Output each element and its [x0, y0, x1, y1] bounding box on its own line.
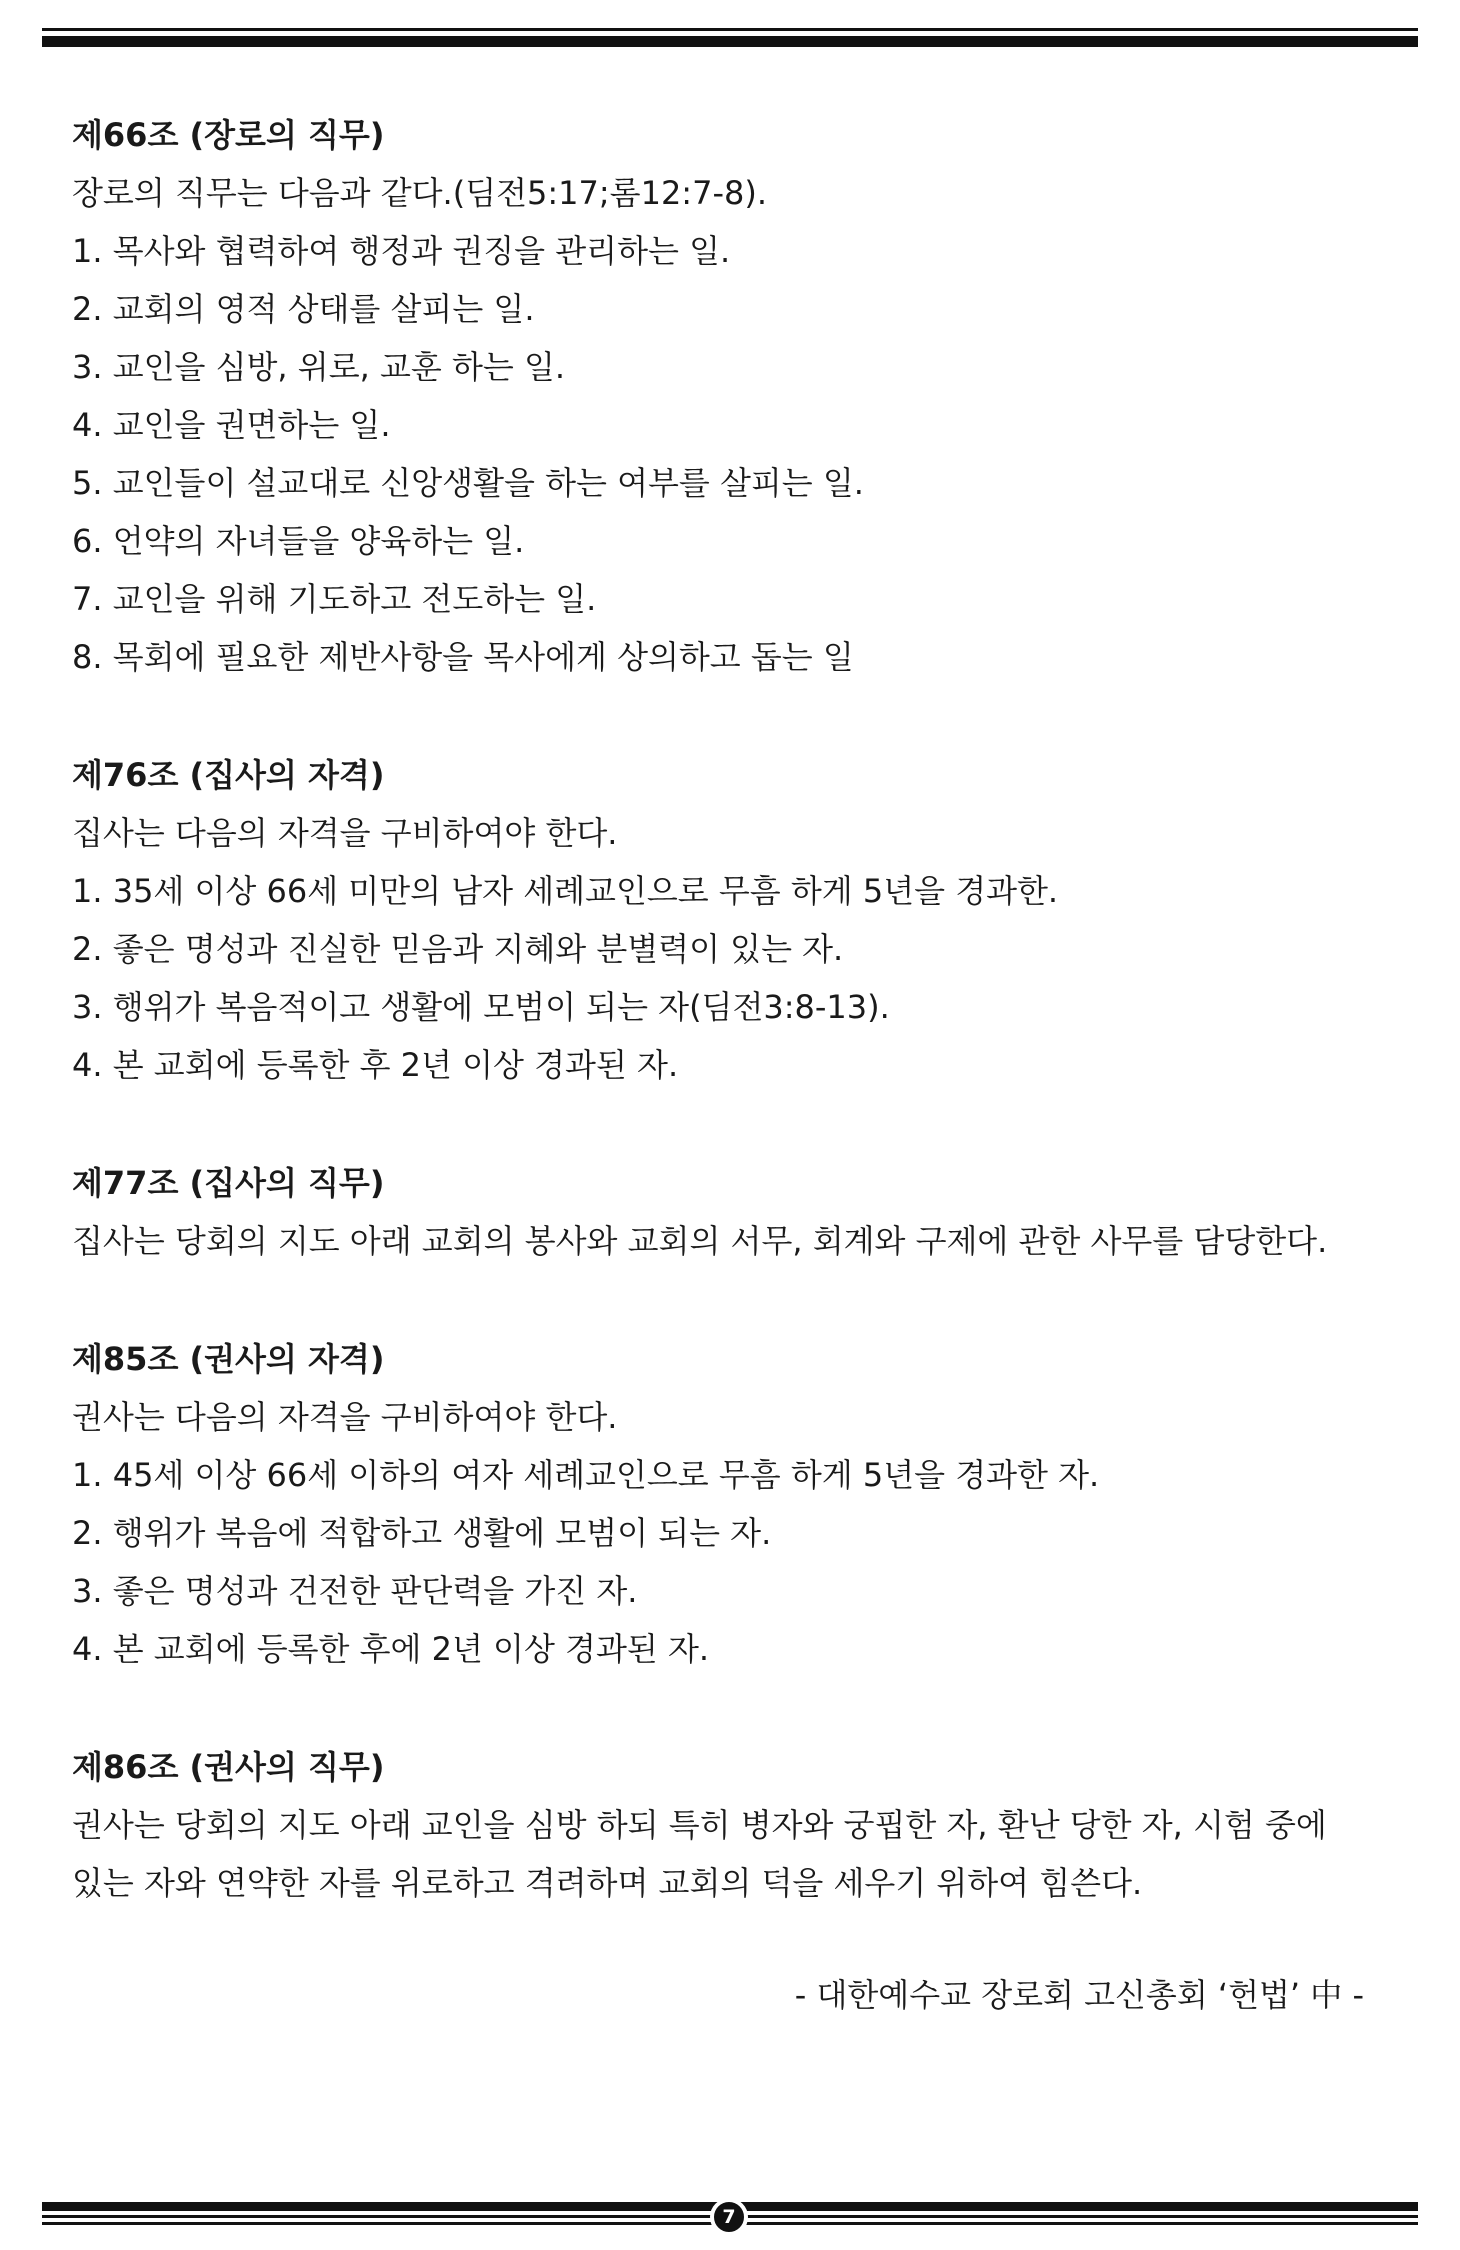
article-line: 3. 교인을 심방, 위로, 교훈 하는 일. [72, 348, 566, 386]
article-line: 4. 본 교회에 등록한 후 2년 이상 경과된 자. [72, 1046, 679, 1084]
article-line: 권사는 다음의 자격을 구비하여야 한다. [72, 1398, 618, 1436]
article-line: 3. 좋은 명성과 건전한 판단력을 가진 자. [72, 1572, 638, 1610]
article-76 [72, 746, 1392, 1094]
article-line: 4. 본 교회에 등록한 후에 2년 이상 경과된 자. [72, 1630, 710, 1668]
article-heading: 제77조 (집사의 직무) [72, 1164, 385, 1202]
article-line: 4. 교인을 권면하는 일. [72, 406, 391, 444]
article-66 [72, 106, 1392, 686]
article-heading: 제86조 (권사의 직무) [72, 1748, 385, 1786]
article-heading: 제85조 (권사의 자격) [72, 1340, 385, 1378]
article-line: 6. 언약의 자녀들을 양육하는 일. [72, 522, 525, 560]
article-line: 3. 행위가 복음적이고 생활에 모범이 되는 자(딤전3:8-13). [72, 988, 890, 1026]
top-rule [42, 28, 1418, 47]
source-citation: - 대한예수교 장로회 고신총회 ‘헌법’ 中 - [794, 1976, 1364, 2014]
article-line: 2. 좋은 명성과 진실한 믿음과 지혜와 분별력이 있는 자. [72, 930, 844, 968]
article-77 [72, 1154, 1392, 1270]
bottom-rule [42, 2198, 1418, 2238]
article-line: 장로의 직무는 다음과 같다.(딤전5:17;롬12:7-8). [72, 174, 768, 212]
article-line: 1. 목사와 협력하여 행정과 권징을 관리하는 일. [72, 232, 731, 270]
article-heading: 제76조 (집사의 자격) [72, 756, 385, 794]
article-line: 8. 목회에 필요한 제반사항을 목사에게 상의하고 돕는 일 [72, 638, 854, 676]
article-line: 1. 45세 이상 66세 이하의 여자 세례교인으로 무흠 하게 5년을 경과한 자. [72, 1456, 1100, 1494]
article-line: 7. 교인을 위해 기도하고 전도하는 일. [72, 580, 597, 618]
article-heading: 제66조 (장로의 직무) [72, 116, 385, 154]
document-body [72, 106, 1392, 1972]
article-line: 권사는 당회의 지도 아래 교인을 심방 하되 특히 병자와 궁핍한 자, 환난 당한 자, 시험 중에 [72, 1806, 1327, 1844]
article-line: 2. 행위가 복음에 적합하고 생활에 모범이 되는 자. [72, 1514, 772, 1552]
article-line: 집사는 당회의 지도 아래 교회의 봉사와 교회의 서무, 회계와 구제에 관한 사무를 담당한다. [72, 1222, 1328, 1260]
page-number-badge: 7 [710, 2198, 748, 2236]
article-line: 1. 35세 이상 66세 미만의 남자 세례교인으로 무흠 하게 5년을 경과한. [72, 872, 1059, 910]
article-85 [72, 1330, 1392, 1678]
article-line: 2. 교회의 영적 상태를 살피는 일. [72, 290, 535, 328]
article-86 [72, 1738, 1392, 1912]
article-line: 집사는 다음의 자격을 구비하여야 한다. [72, 814, 618, 852]
article-line: 있는 자와 연약한 자를 위로하고 격려하며 교회의 덕을 세우기 위하여 힘쓴다. [72, 1864, 1143, 1902]
article-line: 5. 교인들이 설교대로 신앙생활을 하는 여부를 살피는 일. [72, 464, 864, 502]
